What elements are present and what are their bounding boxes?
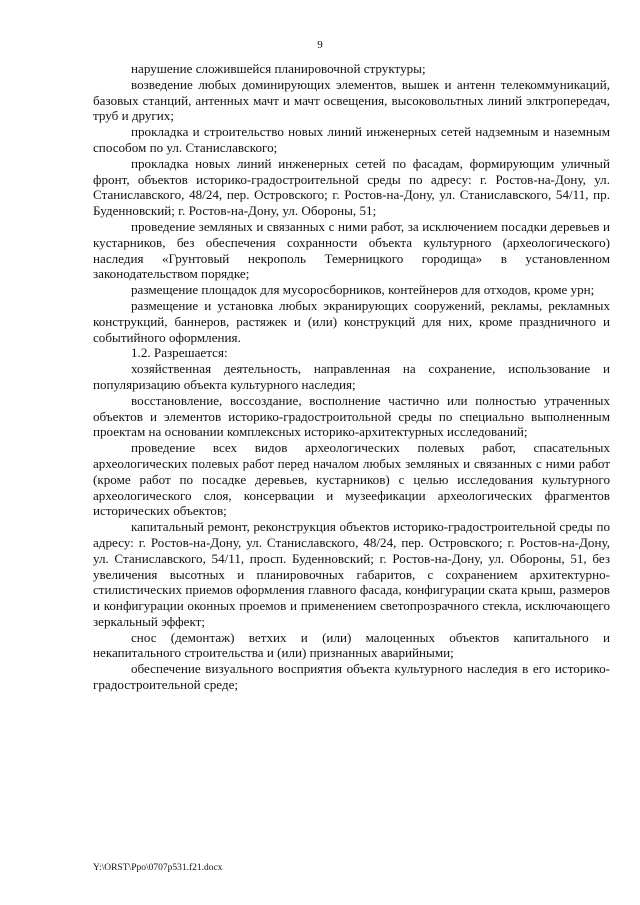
paragraph-prohibition-planning-structure: нарушение сложившейся планировочной структуры;	[131, 61, 426, 76]
section-heading-permitted: 1.2. Разрешается:	[131, 345, 228, 361]
paragraph-prohibition-advertising: размещение и установка любых экранирующих сооружений, рекламы, рекламных конструкций, баннеров, растяжек и (или) конструкций для них, кроме праздничного и событийного оформления.	[93, 297, 610, 345]
paragraph-permitted-economic-activity: хозяйственная деятельность, направленная на сохранение, использование и популяризацию объекта культурного наследия;	[93, 361, 610, 392]
paragraph-permitted-visual-perception: обеспечение визуального восприятия объекта культурного наследия в его историко-градостроительной среде;	[93, 661, 610, 693]
paragraph-prohibition-dominant-elements: возведение любых доминирующих элементов, вышек и антенн телекоммуникаций, базовых станций, антенных мачт и мачт освещения, высоковольтных линий элктропередач, труб и других;	[93, 76, 610, 124]
paragraph-prohibition-earthworks: проведение земляных и связанных с ними работ, за исключением посадки деревьев и кустарников, без обеспечения сохранности объекта культурного (археологического) наследия «Грунтовый некрополь Темерницкого городища» в установленном законодательством порядке;	[93, 218, 610, 282]
paragraph-prohibition-facade-networks: прокладка новых линий инженерных сетей по фасадам, формирующим уличный фронт, объектов историко-градостроительной среды по адресу: г. Ростов-на-Дону, ул. Станиславского, 48/24, пер. Островского; г. Ростов-на-Дону, ул. Станиславского, 54/11, пр. Буденновский; г. Ростов-на-Дону, ул. Обороны, 51;	[93, 155, 610, 219]
paragraph-permitted-restoration: восстановление, воссоздание, восполнение частично или полностью утраченных объектов и элементов историко-градостроитольной среды по специально выполненным проектам на основании комплексных историко-архитектурных исследований;	[93, 392, 610, 440]
paragraph-permitted-archaeology: проведение всех видов археологических полевых работ, спасательных археологических полевых работ перед началом любых земляных и связанных с ними работ (кроме работ по посадке деревьев, кустарников) с целью исследования культурного археологического слоя, консервации и музеефикации археологических фрагментов исторических объектов;	[93, 440, 610, 519]
page-number: 9	[317, 39, 323, 51]
paragraph-prohibition-waste-sites: размещение площадок для мусоросборников, контейнеров для отходов, кроме урн;	[131, 282, 595, 298]
document-body	[93, 61, 610, 693]
footer-file-path: Y:\ORST\Ppo\0707p531.f21.docx	[93, 863, 223, 873]
paragraph-prohibition-overground-networks: прокладка и строительство новых линий инженерных сетей надземным и наземным способом по ул. Станиславского;	[93, 124, 610, 155]
paragraph-permitted-capital-repair: капитальный ремонт, реконструкция объектов историко-градостроительной среды по адресу: г. Ростов-на-Дону, ул. Станиславского, 48/24, пер. Островского; г. Ростов-на-Дону, ул. Станиславского, 54/11, просп. Буденновский; г. Ростов-на-Дону, ул. Обороны, 51, без увеличения высотных и планировочных габаритов, с сохранением архитектурно-стилистических приемов оформления главного фасада, конфигурации ската крыш, размеров и конфигурации оконных проемов и применением светопрозрачного стекла, исключающего зеркальный эффект;	[93, 519, 610, 629]
paragraph-permitted-demolition: снос (демонтаж) ветхих и (или) малоценных объектов капитального и некапитального строительства и (или) признанных аварийными;	[93, 629, 610, 661]
